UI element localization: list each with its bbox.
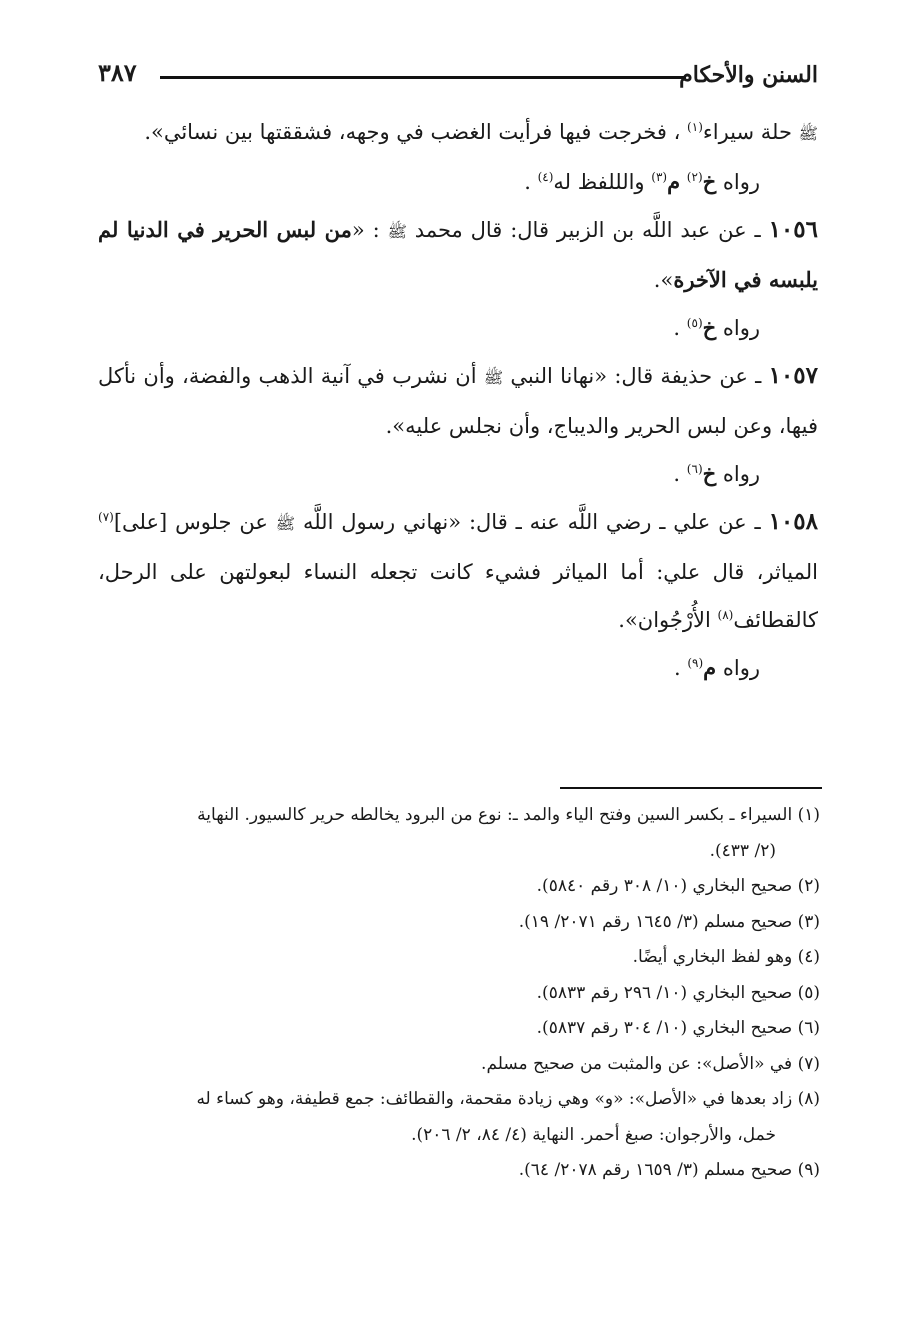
hadith-1055-source: رواه خ$^{(٢)}$ م$^{(٣)}$ والللفظ له$^{(٤)}$ . (524, 169, 760, 194)
salla-honorific: ﷺ (798, 124, 818, 143)
footnote-4: (٤) وهو لفظ البخاري أيضًا. (632, 947, 820, 967)
hadith-number-1058: ١٠٥٨ (768, 508, 818, 535)
hadith-1055-continuation: ﷺ حلة سيراء$^{(١)}$ ، فخرجت فيها فرأيت الغضب في وجهه، فشققتها بين نسائي». (144, 120, 818, 144)
prophetic-quote: من لبس الحرير في الدنيا لم يلبسه في الآخرة (98, 217, 818, 292)
footnote-mark-1[interactable]: (١) (687, 120, 703, 134)
salla-honorific: ﷺ (387, 222, 407, 241)
footnotes (84, 798, 820, 1189)
hadith-number-1057: ١٠٥٧ (768, 362, 818, 389)
hadith-number-1056: ١٠٥٦ (768, 216, 818, 243)
footnote-8-continuation: خمل، والأرجوان: صبغ أحمر. النهاية (٤/ ٨٤، ٢/ ٢٠٦). (411, 1124, 776, 1145)
chapter-title: السنن والأحكام (679, 62, 818, 88)
hadith-1058: ١٠٥٨ ـ عن علي ـ رضي اللَّه عنه ـ قال: «نهاني رسول اللَّه ﷺ عن جلوس [على]$^{(٧)}$ المياثر، قال علي: أما المياثر فشيء كانت تجعله النساء لبعولتهن على الرحل، كالقطائف$^{(٨)}$ الأُرْجُوان». (98, 508, 818, 632)
footnote-8: (٨) زاد بعدها في «الأصل»: «و» وهي زيادة مقحمة، والقطائف: جمع قطيفة، وهو كساء له (196, 1089, 820, 1109)
footnote-1-continuation: (٢/ ٤٣٣). (709, 840, 776, 861)
hadith-1058-source: رواه م$^{(٩)}$ . (673, 655, 760, 680)
salla-honorific: ﷺ (275, 514, 296, 533)
footnote-mark-5[interactable]: (٥) (686, 316, 703, 330)
running-header (98, 58, 818, 94)
muslim-siglum: م (667, 169, 681, 194)
hadith-1057: ١٠٥٧ ـ عن حذيفة قال: «نهانا النبي ﷺ أن نشرب في آنية الذهب والفضة، وأن نأكل فيها، وعن لبس الحرير والديباج، وأن نجلس عليه». (98, 362, 818, 438)
main-text (98, 108, 818, 692)
hadith-1056-source: رواه خ$^{(٥)}$ . (673, 315, 760, 340)
footnote-mark-9[interactable]: (٩) (687, 656, 704, 670)
footnote-5: (٥) صحيح البخاري (١٠/ ٢٩٦ رقم ٥٨٣٣). (536, 982, 820, 1003)
hadith-1056: ١٠٥٦ ـ عن عبد اللَّه بن الزبير قال: قال محمد ﷺ : «من لبس الحرير في الدنيا لم يلبسه في الآخرة». (98, 216, 818, 292)
footnote-7: (٧) في «الأصل»: عن والمثبت من صحيح مسلم. (481, 1053, 820, 1074)
bukhari-siglum: خ (702, 169, 717, 194)
bukhari-siglum: خ (702, 315, 717, 340)
hadith-1057-source: رواه خ$^{(٦)}$ . (673, 461, 760, 486)
footnote-2: (٢) صحيح البخاري (١٠/ ٣٠٨ رقم ٥٨٤٠). (536, 876, 820, 896)
footnote-1: (١) السيراء ـ بكسر السين وفتح الياء والمد ـ: نوع من البرود يخالطه حرير كالسيور. النهاية (197, 805, 820, 825)
salla-honorific: ﷺ (483, 368, 504, 387)
footnote-9: (٩) صحيح مسلم (٣/ ١٦٥٩ رقم ٢٠٧٨/ ٦٤). (518, 1160, 820, 1180)
footnote-mark-7[interactable]: (٧) (98, 510, 114, 524)
footnote-mark-6[interactable]: (٦) (686, 462, 703, 476)
footnote-6: (٦) صحيح البخاري (١٠/ ٣٠٤ رقم ٥٨٣٧). (536, 1018, 820, 1038)
footnote-mark-4[interactable]: (٤) (537, 170, 554, 184)
footnote-mark-3[interactable]: (٣) (651, 170, 668, 184)
footnote-3: (٣) صحيح مسلم (٣/ ١٦٤٥ رقم ٢٠٧١/ ١٩). (518, 911, 820, 932)
muslim-siglum: م (703, 655, 717, 680)
footnote-mark-2[interactable]: (٢) (686, 170, 703, 184)
bukhari-siglum: خ (702, 461, 717, 486)
footnote-rule (560, 787, 822, 789)
header-rule (160, 76, 686, 79)
page-number: ٣٨٧ (98, 58, 137, 87)
footnote-mark-8[interactable]: (٨) (717, 608, 734, 622)
